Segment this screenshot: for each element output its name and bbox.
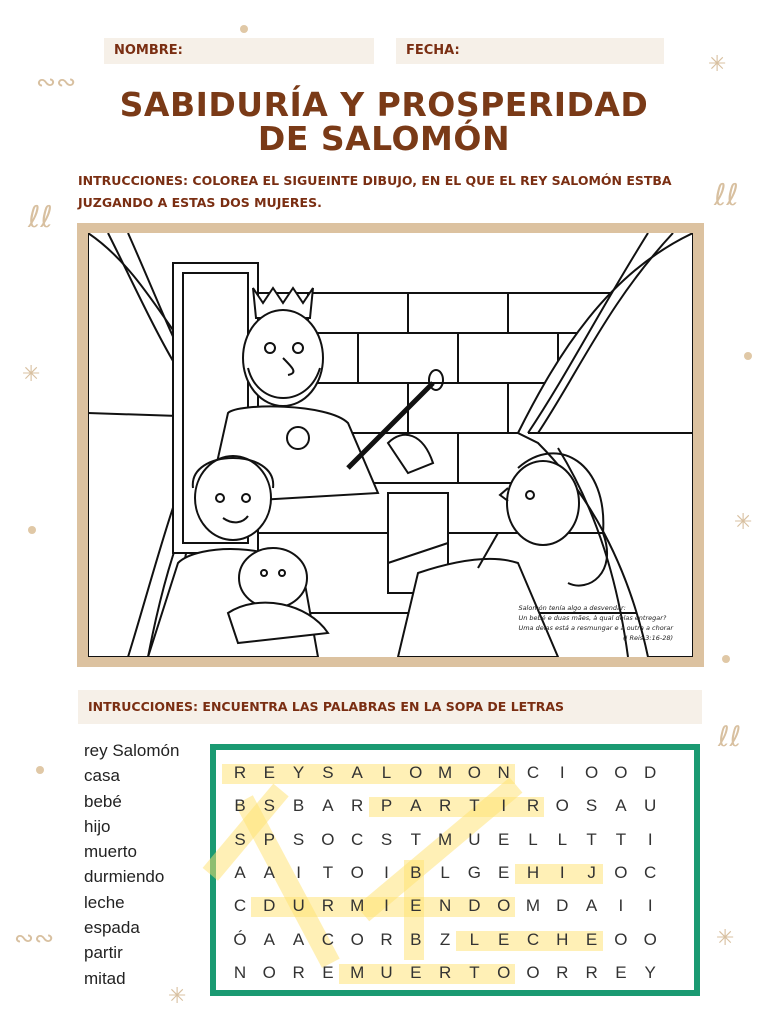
grid-letter[interactable]: U (468, 829, 482, 849)
grid-letter[interactable]: I (296, 862, 302, 882)
grid-letter[interactable]: I (559, 862, 566, 882)
grid-letter[interactable]: E (498, 829, 511, 849)
grid-letter[interactable]: T (469, 796, 481, 816)
grid-letter[interactable]: I (384, 862, 390, 882)
grid-letter[interactable]: O (614, 862, 629, 882)
decor-dot (28, 526, 36, 534)
grid-letter[interactable]: O (409, 763, 424, 782)
grid-letter[interactable]: L (469, 929, 481, 949)
grid-letter[interactable]: I (559, 763, 566, 782)
decor-dot (36, 766, 44, 774)
decor-dot (744, 352, 752, 360)
grid-letter[interactable]: Y (644, 962, 657, 982)
grid-letter[interactable]: A (410, 796, 423, 816)
grid-letter[interactable]: R (321, 896, 336, 916)
grid-letter[interactable]: E (322, 962, 335, 982)
grid-letter[interactable]: S (585, 796, 599, 816)
grid-letter[interactable]: J (587, 862, 597, 882)
grid-letter[interactable]: L (440, 862, 451, 882)
grid-letter[interactable]: P (380, 796, 394, 816)
grid-letter[interactable]: C (526, 929, 541, 949)
list-item: casa (84, 766, 120, 786)
grid-letter[interactable]: O (467, 763, 482, 782)
grid-letter[interactable]: C (351, 829, 365, 849)
decor-dot (722, 655, 730, 663)
grid-letter[interactable]: C (233, 896, 248, 916)
grid-letter[interactable]: O (497, 962, 512, 982)
list-item: hijo (84, 816, 111, 836)
squiggle-icon: ℓℓ (718, 720, 742, 753)
grid-letter[interactable]: A (615, 796, 628, 816)
grid-letter[interactable]: A (292, 929, 306, 949)
grid-letter[interactable]: O (614, 929, 629, 949)
illustration-caption (518, 603, 673, 643)
grid-letter[interactable]: Z (439, 929, 452, 949)
grid-letter[interactable]: B (292, 796, 306, 816)
grid-letter[interactable]: B (410, 929, 423, 949)
grid-letter[interactable]: L (528, 829, 539, 849)
grid-letter[interactable]: R (438, 962, 453, 982)
grid-letter[interactable]: L (381, 763, 393, 782)
caption-line: Un bebé e duas mães, à qual delas entregar? (518, 614, 667, 622)
grid-letter[interactable]: O (555, 796, 570, 816)
star-icon: ✳ (708, 52, 727, 77)
grid-letter[interactable]: D (644, 763, 658, 782)
grid-letter[interactable]: P (263, 829, 276, 849)
grid-letter[interactable]: E (498, 929, 511, 949)
word-search-instructions (78, 690, 702, 724)
grid-letter[interactable]: O (350, 862, 365, 882)
star-icon: ✳ (716, 926, 735, 951)
instructions-lead: INTRUCCIONES: (78, 173, 189, 188)
grid-letter[interactable]: M (438, 763, 454, 782)
date-label: FECHA: (406, 43, 460, 58)
grid-letter[interactable]: R (438, 796, 453, 816)
grid-letter[interactable]: R (380, 929, 394, 949)
caption-line: Uma delas está a resmungar e a outra a chorar (518, 624, 673, 632)
coloring-illustration (88, 233, 693, 657)
caption-line: (I Reis 3:16-28) (622, 634, 673, 642)
coloring-instructions (78, 170, 698, 214)
grid-letter[interactable]: I (618, 896, 625, 916)
list-item: espada (84, 918, 140, 938)
grid-letter[interactable]: D (556, 896, 570, 916)
list-item: durmiendo (84, 867, 165, 887)
name-field[interactable] (104, 38, 374, 64)
grid-letter[interactable]: R (526, 796, 541, 816)
grid-letter[interactable]: H (526, 862, 541, 882)
decor-dot (240, 25, 248, 33)
grid-letter[interactable]: M (438, 829, 454, 849)
word-search-grid (210, 744, 700, 996)
grid-letter[interactable]: I (647, 829, 654, 849)
grid-letter[interactable]: O (643, 929, 658, 949)
grid-letter[interactable]: O (614, 763, 629, 782)
star-icon: ✳ (734, 510, 753, 535)
grid-letter[interactable]: B (410, 862, 423, 882)
name-label: NOMBRE: (114, 43, 183, 58)
grid-letter[interactable]: A (263, 929, 276, 949)
grid-letter[interactable]: S (322, 763, 335, 782)
grid-letter[interactable]: O (350, 929, 365, 949)
squiggle-icon: ℓℓ (714, 178, 739, 213)
grid-letter[interactable]: R (292, 962, 306, 982)
grid-letter[interactable]: M (525, 896, 542, 916)
grid-letter[interactable]: N (233, 962, 248, 982)
grid-letter[interactable]: Ó (233, 929, 248, 949)
grid-letter[interactable]: U (292, 896, 306, 916)
grid-letter[interactable]: R (585, 962, 599, 982)
grid-letter[interactable]: R (556, 962, 570, 982)
instructions-text: ENCUENTRA LAS PALABRAS EN LA SOPA DE LETRAS (202, 699, 565, 714)
grid-letter[interactable]: T (322, 862, 335, 882)
title-line-1: SABIDURÍA Y PROSPERIDAD (119, 85, 649, 124)
grid-letter[interactable]: E (615, 962, 628, 982)
list-item: mitad (84, 968, 126, 988)
king-solomon-drawing (88, 233, 693, 657)
squiggle-icon: ∾∾ (36, 68, 77, 96)
grid-letter[interactable]: T (615, 829, 628, 849)
list-item: muerto (84, 842, 137, 862)
grid-letter[interactable]: M (350, 896, 366, 916)
grid-letter[interactable]: E (585, 929, 599, 949)
page-title (0, 85, 768, 158)
grid-letter[interactable]: A (263, 862, 276, 882)
squiggle-icon: ∾∾ (14, 924, 55, 952)
grid-letter[interactable]: Y (292, 763, 306, 782)
list-item: bebé (84, 791, 122, 811)
grid-letter[interactable]: H (556, 929, 570, 949)
list-item: leche (84, 892, 125, 912)
grid-letter[interactable]: B (234, 796, 247, 816)
instructions-text: COLOREA EL SIGUEINTE DIBUJO, EN EL QUE EL REY SALOMÓN ESTBA (192, 173, 672, 188)
grid-letter[interactable]: O (321, 829, 336, 849)
grid-letter[interactable]: U (644, 796, 658, 816)
grid-letter[interactable]: C (321, 929, 336, 949)
grid-letter[interactable]: E (498, 862, 511, 882)
grid-letter[interactable]: M (350, 962, 366, 982)
title-line-2: DE SALOMÓN (257, 119, 511, 158)
grid-letter[interactable]: N (497, 763, 511, 782)
grid-letter[interactable]: U (380, 962, 394, 982)
grid-letter[interactable]: D (468, 896, 482, 916)
star-icon: ✳ (168, 984, 187, 1009)
grid-letter[interactable]: O (262, 962, 277, 982)
grid-letter[interactable]: T (469, 962, 481, 982)
instructions-lead: INTRUCCIONES: (88, 699, 199, 714)
grid-letter[interactable]: E (263, 763, 276, 782)
grid-letter[interactable]: S (380, 829, 394, 849)
grid-letter[interactable]: G (467, 862, 482, 882)
grid-letter[interactable]: S (292, 829, 306, 849)
grid-letter[interactable]: O (526, 962, 541, 982)
grid-letter[interactable]: N (438, 896, 453, 916)
squiggle-icon: ℓℓ (28, 200, 53, 235)
grid-letter[interactable]: R (233, 763, 248, 782)
caption-line: Salomón tenía algo a desvendar: (518, 604, 626, 612)
grid-letter[interactable]: L (557, 829, 569, 849)
star-icon: ✳ (22, 362, 41, 387)
grid-letter[interactable]: A (234, 862, 247, 882)
grid-letter[interactable]: R (351, 796, 365, 816)
grid-letter[interactable]: T (586, 829, 598, 849)
grid-letter[interactable]: E (410, 896, 423, 916)
grid-letter[interactable]: C (526, 763, 541, 782)
grid-letter[interactable]: A (585, 896, 599, 916)
grid-letter[interactable]: A (351, 763, 364, 782)
grid-letter[interactable]: T (410, 829, 422, 849)
grid-letter[interactable]: A (322, 796, 335, 816)
grid-letter[interactable]: I (501, 796, 508, 816)
list-item: partir (84, 943, 123, 963)
word-list (84, 738, 179, 991)
grid-letter[interactable]: I (384, 896, 390, 916)
grid-letter[interactable]: D (263, 896, 277, 916)
date-field[interactable] (396, 38, 664, 64)
grid-letter[interactable]: S (234, 829, 247, 849)
grid-letter[interactable]: I (647, 896, 654, 916)
grid-letter[interactable]: E (410, 962, 423, 982)
list-item: rey Salomón (84, 741, 180, 760)
grid-letter[interactable]: S (263, 796, 276, 816)
grid-letter[interactable]: O (584, 763, 600, 782)
instructions-text-2: JUZGANDO A ESTAS DOS MUJERES. (78, 195, 322, 210)
grid-letter[interactable]: O (497, 896, 512, 916)
grid-letter[interactable]: C (644, 862, 658, 882)
